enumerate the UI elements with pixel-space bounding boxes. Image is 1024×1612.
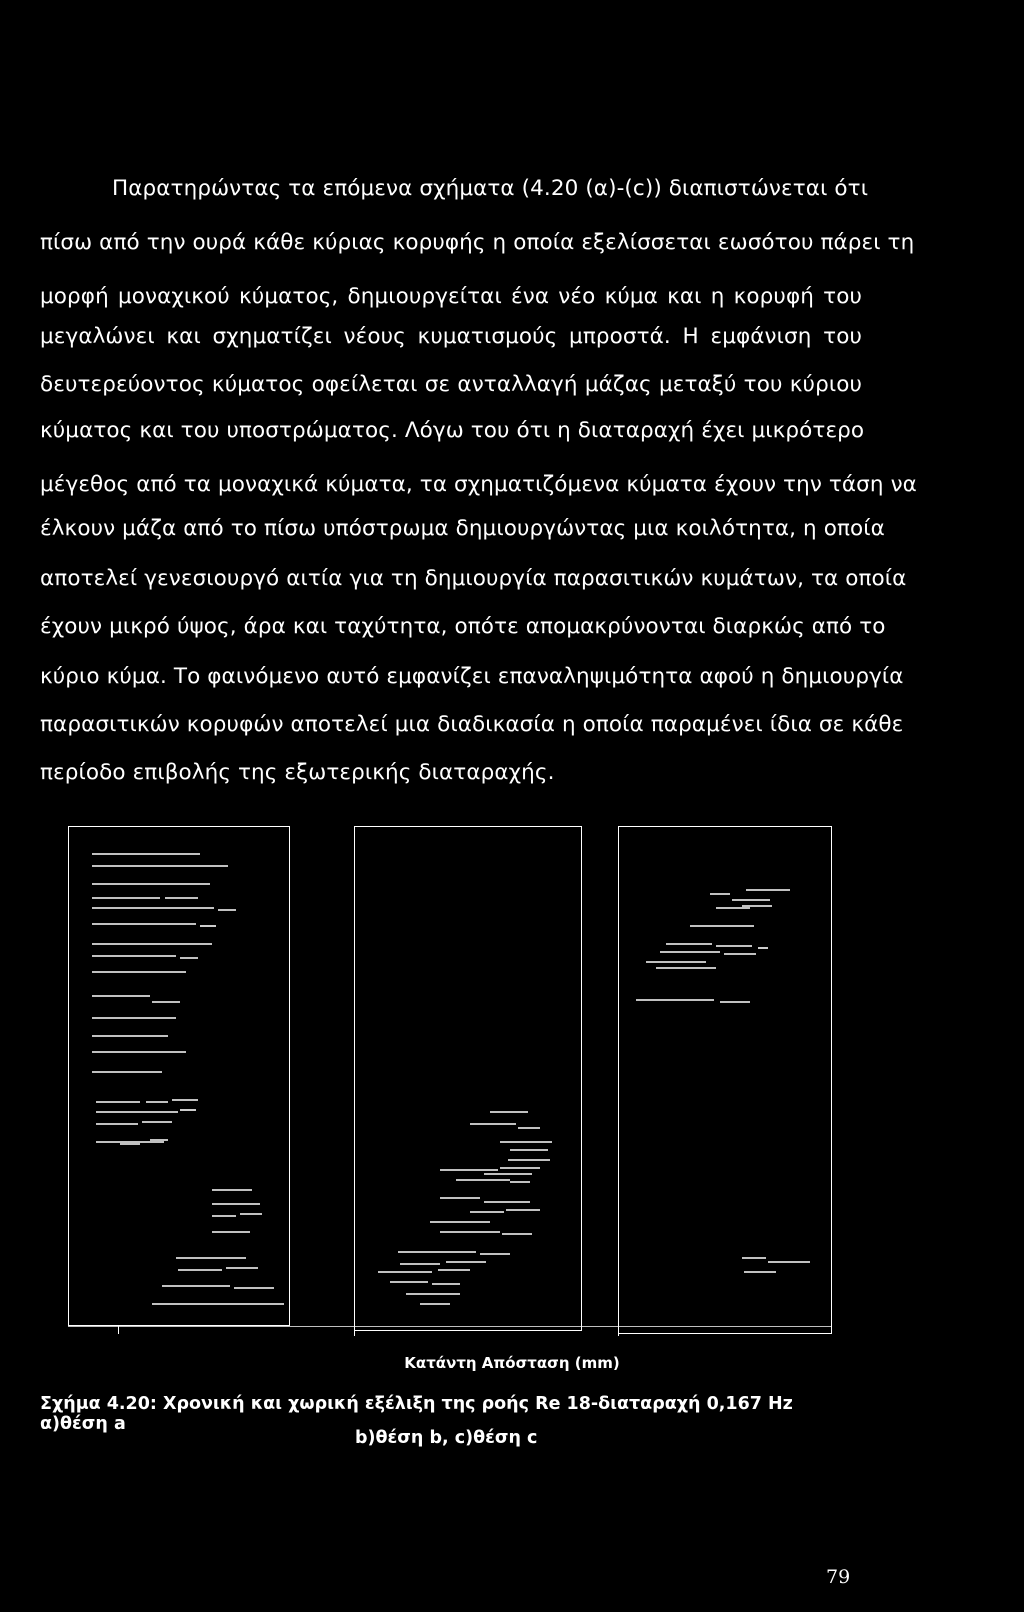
x-axis-label: Κατάντη Απόσταση (mm) (404, 1354, 620, 1372)
paragraph-line: αποτελεί γενεσιουργό αιτία για τη δημιουργία παρασιτικών κυμάτων, τα οποία (40, 566, 907, 591)
paragraph-line: κύριο κύμα. Το φαινόμενο αυτό εμφανίζει επαναληψιμότητα αφού η δημιουργία (40, 664, 904, 689)
paragraph-line: έλκουν μάζα από το πίσω υπόστρωμα δημιουργώντας μια κοιλότητα, η οποία (40, 516, 885, 541)
paragraph-line: μορφή μοναχικού κύματος, δημιουργείται ένα νέο κύμα και η κορυφή του (40, 284, 862, 309)
figure-caption: Σχήμα 4.20: Χρονική και χωρική εξέλιξη της ροής Re 18-διαταραχή 0,167 Hz α)θέση a (40, 1394, 793, 1434)
paragraph-line: μέγεθος από τα μοναχικά κύματα, τα σχηματιζόμενα κύματα έχουν την τάση να (40, 472, 917, 497)
paragraph-line: περίοδο επιβολής της εξωτερικής διαταραχής. (40, 760, 555, 785)
figure-caption-continued: b)θέση b, c)θέση c (355, 1428, 538, 1448)
paragraph-line: έχουν μικρό ύψος, άρα και ταχύτητα, οπότε απομακρύνονται διαρκώς από το (40, 614, 886, 639)
paragraph-line: κύματος και του υποστρώματος. Λόγω του ότι η διαταραχή έχει μικρότερο (40, 418, 865, 443)
paragraph-line: δευτερεύοντος κύματος οφείλεται σε ανταλλαγή μάζας μεταξύ του κύριου (40, 372, 862, 397)
page-number: 79 (826, 1566, 851, 1588)
paragraph-line: μεγαλώνει και σχηματίζει νέους κυματισμούς μπροστά. Η εμφάνιση του (40, 324, 862, 349)
paragraph-line: πίσω από την ουρά κάθε κύριας κορυφής η οποία εξελίσσεται εωσότου πάρει τη (40, 230, 915, 255)
paragraph-line: Παρατηρώντας τα επόμενα σχήματα (4.20 (α)-(c)) διαπιστώνεται ότι (112, 176, 869, 201)
paragraph-line: παρασιτικών κορυφών αποτελεί μια διαδικασία η οποία παραμένει ίδια σε κάθε (40, 712, 904, 737)
